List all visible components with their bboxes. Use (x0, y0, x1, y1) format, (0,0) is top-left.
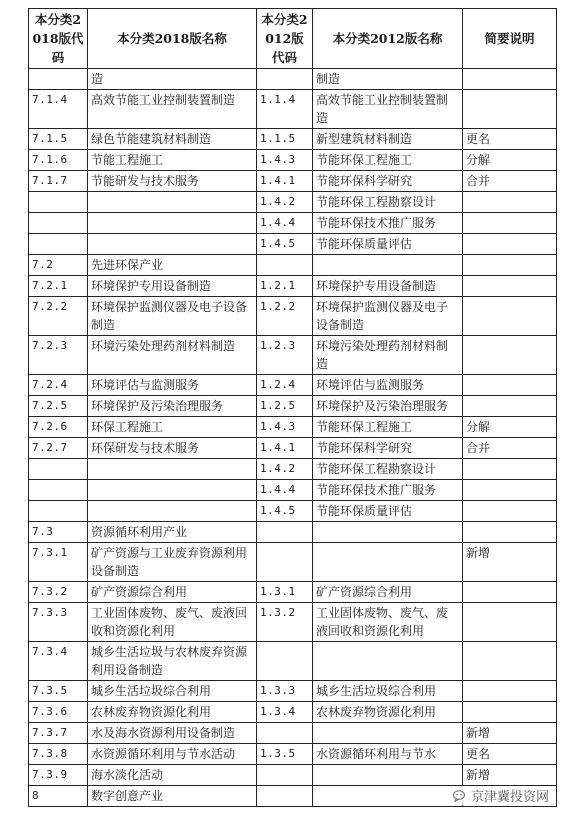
cell-name-2012: 节能环保工程勘察设计 (313, 192, 463, 213)
cell-name-2012: 节能环保技术推广服务 (313, 213, 463, 234)
cell-code-2012: 1.4.2 (257, 459, 313, 480)
cell-name-2012: 节能环保工程施工 (313, 150, 463, 171)
cell-name-2012: 城乡生活垃圾综合利用 (313, 681, 463, 702)
cell-code-2018: 7.2.2 (29, 297, 88, 336)
cell-name-2018: 环境污染处理药剂材料制造 (88, 336, 257, 375)
header-notes: 简要说明 (463, 9, 557, 69)
cell-code-2018: 7.3.3 (29, 603, 88, 642)
cell-note: 新增 (463, 543, 557, 582)
cell-note: 合并 (463, 438, 557, 459)
cell-name-2018: 绿色节能建筑材料制造 (88, 129, 257, 150)
cell-name-2012: 环境评估与监测服务 (313, 375, 463, 396)
cell-code-2012: 1.2.3 (257, 336, 313, 375)
cell-code-2018: 7.2.5 (29, 396, 88, 417)
cell-note: 分解 (463, 417, 557, 438)
cell-code-2012: 1.4.1 (257, 438, 313, 459)
cell-name-2018: 城乡生活垃圾综合利用 (88, 681, 257, 702)
cell-code-2018: 7.3.8 (29, 744, 88, 765)
cell-code-2012: 1.1.4 (257, 90, 313, 129)
cell-code-2012: 1.4.1 (257, 171, 313, 192)
cell-name-2012 (313, 765, 463, 786)
watermark-text: 京津冀投资网 (470, 790, 549, 805)
cell-name-2018: 环境保护及污染治理服务 (88, 396, 257, 417)
cell-name-2012: 节能环保质量评估 (313, 234, 463, 255)
cell-name-2018 (88, 459, 257, 480)
cell-name-2012: 节能环保工程施工 (313, 417, 463, 438)
table-row (29, 522, 557, 543)
cell-code-2012: 1.2.4 (257, 375, 313, 396)
cell-code-2018: 7.3.1 (29, 543, 88, 582)
table-row (29, 171, 557, 192)
cell-code-2018: 7.2.4 (29, 375, 88, 396)
cell-name-2018: 造 (88, 69, 257, 90)
cell-name-2012: 环境保护及污染治理服务 (313, 396, 463, 417)
cell-name-2012: 节能环保科学研究 (313, 438, 463, 459)
table-row (29, 336, 557, 375)
cell-code-2012: 1.4.5 (257, 501, 313, 522)
cell-name-2018 (88, 501, 257, 522)
header-name-2012: 本分类2012版名称 (313, 9, 463, 69)
cell-name-2018: 资源循环利用产业 (88, 522, 257, 543)
cell-name-2012 (313, 543, 463, 582)
cell-code-2018: 7.1.5 (29, 129, 88, 150)
table-row (29, 438, 557, 459)
cell-code-2012 (257, 723, 313, 744)
table-row (29, 582, 557, 603)
cell-note (463, 480, 557, 501)
table-row (29, 297, 557, 336)
table-row (29, 90, 557, 129)
cell-code-2018: 7.3.4 (29, 642, 88, 681)
cell-note: 新增 (463, 723, 557, 744)
cell-note (463, 276, 557, 297)
cell-note (463, 522, 557, 543)
cell-name-2012: 节能环保质量评估 (313, 501, 463, 522)
cell-code-2018: 7.3.7 (29, 723, 88, 744)
cell-name-2018: 矿产资源与工业废弃资源利用设备制造 (88, 543, 257, 582)
table-row (29, 69, 557, 90)
cell-code-2012: 1.2.2 (257, 297, 313, 336)
cell-name-2018 (88, 234, 257, 255)
table-row (29, 375, 557, 396)
cell-note (463, 90, 557, 129)
cell-code-2018: 7.2 (29, 255, 88, 276)
cell-code-2018: 7.1.7 (29, 171, 88, 192)
cell-name-2012 (313, 723, 463, 744)
cell-code-2018: 7.1.4 (29, 90, 88, 129)
cell-name-2012: 环境保护专用设备制造 (313, 276, 463, 297)
cell-note: 合并 (463, 171, 557, 192)
cell-code-2012: 1.4.3 (257, 150, 313, 171)
cell-code-2012: 1.3.3 (257, 681, 313, 702)
watermark (449, 786, 553, 805)
cell-note (463, 213, 557, 234)
cell-note (463, 69, 557, 90)
cell-code-2012: 1.1.5 (257, 129, 313, 150)
cell-name-2018: 水及海水资源利用设备制造 (88, 723, 257, 744)
cell-note (463, 255, 557, 276)
table-row (29, 702, 557, 723)
cell-name-2018 (88, 480, 257, 501)
table-row (29, 276, 557, 297)
cell-code-2018: 7.3.9 (29, 765, 88, 786)
cell-name-2018: 先进环保产业 (88, 255, 257, 276)
cell-code-2018: 7.1.6 (29, 150, 88, 171)
cell-note (463, 642, 557, 681)
cell-name-2018: 矿产资源综合利用 (88, 582, 257, 603)
cell-note (463, 192, 557, 213)
table-row (29, 480, 557, 501)
cell-name-2012: 工业固体废物、废气、废液回收和资源化利用 (313, 603, 463, 642)
cell-code-2012 (257, 255, 313, 276)
cell-code-2012 (257, 765, 313, 786)
cell-code-2012 (257, 543, 313, 582)
cell-name-2018: 水资源循环利用与节水活动 (88, 744, 257, 765)
table-row (29, 681, 557, 702)
cell-name-2018: 数字创意产业 (88, 786, 257, 807)
cell-name-2018: 环保工程施工 (88, 417, 257, 438)
cell-note: 新增 (463, 765, 557, 786)
cell-note: 更名 (463, 129, 557, 150)
cell-code-2018 (29, 501, 88, 522)
table-row (29, 192, 557, 213)
cell-code-2012: 1.2.1 (257, 276, 313, 297)
cell-name-2018: 城乡生活垃圾与农林废弃资源利用设备制造 (88, 642, 257, 681)
cell-name-2018: 农林废弃物资源化利用 (88, 702, 257, 723)
table-row (29, 150, 557, 171)
cell-name-2012 (313, 522, 463, 543)
cell-name-2018 (88, 192, 257, 213)
table-row (29, 396, 557, 417)
table-body (29, 69, 557, 807)
cell-name-2012: 制造 (313, 69, 463, 90)
cell-name-2018: 节能研发与技术服务 (88, 171, 257, 192)
cell-name-2018: 海水淡化活动 (88, 765, 257, 786)
table-row (29, 744, 557, 765)
cell-name-2012 (313, 642, 463, 681)
cell-code-2018: 8 (29, 786, 88, 807)
cell-code-2012 (257, 642, 313, 681)
cell-code-2012 (257, 786, 313, 807)
cell-name-2012: 农林废弃物资源化利用 (313, 702, 463, 723)
cell-code-2012: 1.3.4 (257, 702, 313, 723)
cell-name-2012: 节能环保科学研究 (313, 171, 463, 192)
cell-note (463, 234, 557, 255)
cell-name-2012: 矿产资源综合利用 (313, 582, 463, 603)
cell-name-2012: 水资源循环利用与节水 (313, 744, 463, 765)
cell-note (463, 375, 557, 396)
table-row (29, 213, 557, 234)
cell-name-2018: 环境保护专用设备制造 (88, 276, 257, 297)
cell-code-2018: 7.2.7 (29, 438, 88, 459)
cell-code-2018 (29, 213, 88, 234)
cell-note (463, 396, 557, 417)
cell-name-2012: 节能环保工程勘察设计 (313, 459, 463, 480)
cell-note: 分解 (463, 150, 557, 171)
cell-note (463, 501, 557, 522)
cell-code-2018 (29, 234, 88, 255)
cell-name-2012: 环境污染处理药剂材料制造 (313, 336, 463, 375)
table-row (29, 765, 557, 786)
table-row (29, 417, 557, 438)
cell-note (463, 603, 557, 642)
cell-code-2018 (29, 459, 88, 480)
table-row (29, 234, 557, 255)
cell-name-2012: 环境保护监测仪器及电子设备制造 (313, 297, 463, 336)
cell-note (463, 336, 557, 375)
cell-code-2012: 1.4.5 (257, 234, 313, 255)
table-row (29, 723, 557, 744)
table-row (29, 603, 557, 642)
cell-code-2012: 1.4.4 (257, 213, 313, 234)
cell-note (463, 681, 557, 702)
cell-code-2012: 1.4.2 (257, 192, 313, 213)
header-row (29, 9, 557, 69)
cell-name-2012 (313, 255, 463, 276)
cell-code-2018: 7.2.6 (29, 417, 88, 438)
classification-comparison-table (28, 8, 557, 807)
cell-code-2012: 1.3.2 (257, 603, 313, 642)
table-row (29, 543, 557, 582)
cell-code-2012: 1.3.1 (257, 582, 313, 603)
table-row (29, 459, 557, 480)
cell-note (463, 297, 557, 336)
cell-code-2018: 7.3.2 (29, 582, 88, 603)
cell-code-2012: 1.2.5 (257, 396, 313, 417)
table-row (29, 501, 557, 522)
table-row (29, 255, 557, 276)
table-row (29, 642, 557, 681)
cell-code-2018: 7.2.1 (29, 276, 88, 297)
cell-code-2018: 7.3.5 (29, 681, 88, 702)
cell-note: 更名 (463, 744, 557, 765)
cell-name-2012: 新型建筑材料制造 (313, 129, 463, 150)
table-row (29, 129, 557, 150)
cell-name-2018: 高效节能工业控制装置制造 (88, 90, 257, 129)
cell-name-2018: 工业固体废物、废气、废液回收和资源化利用 (88, 603, 257, 642)
cell-code-2012: 1.4.3 (257, 417, 313, 438)
cell-name-2012: 高效节能工业控制装置制造 (313, 90, 463, 129)
cell-note (463, 702, 557, 723)
cell-name-2018 (88, 213, 257, 234)
cell-name-2018: 环境评估与监测服务 (88, 375, 257, 396)
header-code-2018: 本分类2018版代码 (29, 9, 88, 69)
cell-code-2018 (29, 192, 88, 213)
cell-name-2018: 节能工程施工 (88, 150, 257, 171)
cell-note (463, 459, 557, 480)
cell-code-2018: 7.3 (29, 522, 88, 543)
cell-name-2012: 节能环保技术推广服务 (313, 480, 463, 501)
cell-name-2018: 环境保护监测仪器及电子设备制造 (88, 297, 257, 336)
header-name-2018: 本分类2018版名称 (88, 9, 257, 69)
cell-note (463, 582, 557, 603)
cell-code-2018: 7.3.6 (29, 702, 88, 723)
cell-code-2012 (257, 522, 313, 543)
cell-code-2012 (257, 69, 313, 90)
cell-name-2018: 环保研发与技术服务 (88, 438, 257, 459)
header-code-2012: 本分类2012版代码 (257, 9, 313, 69)
cell-code-2012: 1.3.5 (257, 744, 313, 765)
cell-name-2012 (313, 786, 463, 807)
wechat-icon (453, 790, 467, 802)
cell-code-2018: 7.2.3 (29, 336, 88, 375)
cell-code-2018 (29, 69, 88, 90)
cell-code-2018 (29, 480, 88, 501)
cell-code-2012: 1.4.4 (257, 480, 313, 501)
